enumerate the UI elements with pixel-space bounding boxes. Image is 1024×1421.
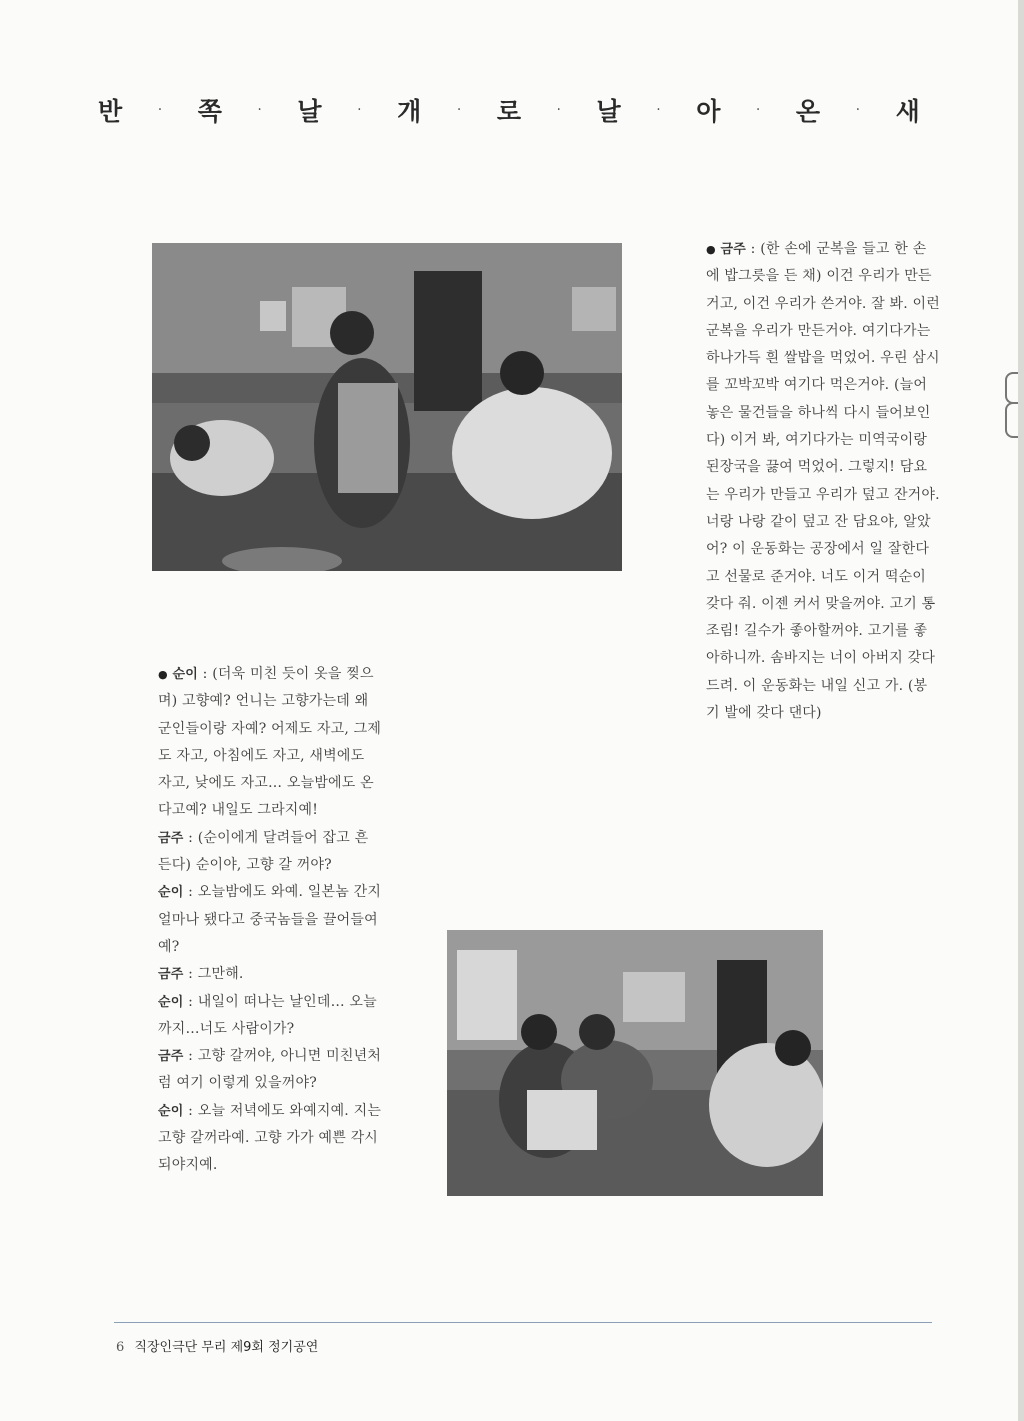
title-separator: · — [556, 102, 561, 118]
dialogue-line — [158, 879, 382, 961]
speaker-name: 순이 — [158, 1103, 184, 1119]
dialogue-text: : 오늘 저녁에도 와예지예. 지는 고향 갈꺼라예. 고향 가가 예쁜 각시 되야지예. — [158, 1102, 382, 1174]
speaker-name: 금주 — [158, 830, 184, 846]
rehearsal-photo-top — [152, 243, 622, 571]
dialogue-text: : 고향 갈꺼야, 아니면 미친년처럼 여기 이렇게 있을꺼야? — [158, 1048, 382, 1092]
dialogue-text: : 그만해. — [183, 966, 244, 983]
page-edge — [1018, 0, 1024, 1421]
title-char: 온 — [795, 97, 821, 126]
speaker-name: 순이 — [158, 994, 184, 1010]
dialogue-text: : 내일이 떠나는 날인데… 오늘까지…너도 사람이가? — [158, 993, 377, 1037]
dialogue-left-column — [158, 661, 382, 1180]
title-char: 개 — [397, 97, 422, 126]
title-separator: · — [855, 102, 861, 118]
dialogue-text: : (한 손에 군복을 들고 한 손에 밥그릇을 든 채) 이건 우리가 만든 거고, 이건 우리가 쓴거야. 잘 봐. 이런 군복을 우리가 만든거야. 여기다가는 하나가득 흰 쌀밥을 먹었어. 우린 삼시를 꼬박꼬박 여기다 먹은거야. (늘어놓은 물건들을 하나씩 다시 들어보인다) 이거 봐, 여기다가는 미역국이랑 된장국을 끓여 먹었어. 그렇지! 담요는 우리가 만들고 우리가 덮고 잔거야. 너랑 나랑 같이 덮고 잔 담요야, 알았어? 이 운동화는 공장에서 일 잘한다고 선물로 준거야. 너도 이거 떡순이 갖다 줘. 이젠 커서 맞을꺼야. 고기 통조림! 길수가 좋아할꺼야. 고기를 좋아하니까. 솜바지는 너이 아버지 갖다드려. 이 운동화는 내일 신고 가. (봉기 발에 갖다 댄다) — [706, 241, 940, 722]
title-separator: · — [157, 102, 163, 118]
dialogue-line — [158, 1098, 382, 1180]
title-char: 아 — [696, 97, 721, 126]
dialogue-line — [158, 989, 382, 1044]
title-separator: · — [656, 102, 661, 118]
speaker-name: 금주 — [720, 242, 746, 257]
speaker-name: 금주 — [158, 967, 184, 983]
title-char: 날 — [596, 97, 621, 126]
title-char: 새 — [895, 97, 920, 126]
footer-divider — [114, 1322, 932, 1323]
dialogue-text: : 오늘밤에도 와예. 일본놈 간지 얼마나 됐다고 중국놈들을 끌어들여예? — [158, 884, 382, 955]
title-char: 날 — [297, 97, 322, 126]
rehearsal-photo-bottom — [447, 930, 823, 1196]
dialogue-line — [158, 1043, 382, 1098]
dialogue-text: : (더욱 미친 듯이 옷을 찢으며) 고향예? 언니는 고향가는데 왜 군인들이랑 자예? 어제도 자고, 그제도 자고, 아침에도 자고, 새벽에도 자고, 낮에도 자고… 오늘밤에도 온다고예? 내일도 그라지예! — [158, 666, 382, 819]
speaker-name: 금주 — [158, 1049, 184, 1065]
footer-text: 직장인극단 무리 제9회 정기공연 — [134, 1340, 319, 1355]
dialogue-line — [158, 661, 382, 825]
bullet-icon: ● — [706, 243, 716, 256]
dialogue-line — [158, 961, 382, 988]
dialogue-text: : (순이에게 달려들어 잡고 흔든다) 순이야, 고향 갈 꺼야? — [158, 829, 369, 874]
speaker-name: 순이 — [158, 885, 184, 901]
bullet-icon: ● — [158, 668, 168, 681]
title-separator: · — [257, 102, 262, 118]
page-title — [98, 92, 920, 128]
dialogue-line — [158, 825, 382, 880]
dialogue-line — [706, 236, 940, 727]
title-separator: · — [755, 102, 761, 118]
speaker-name: 순이 — [172, 667, 198, 682]
page-footer — [116, 1336, 318, 1355]
title-char: 로 — [496, 97, 521, 126]
page-number: 6 — [116, 1340, 125, 1355]
title-char: 쪽 — [197, 97, 222, 126]
dialogue-right-column — [706, 236, 940, 727]
title-separator: · — [357, 102, 362, 118]
title-separator: · — [456, 102, 462, 118]
title-char: 반 — [98, 97, 123, 126]
